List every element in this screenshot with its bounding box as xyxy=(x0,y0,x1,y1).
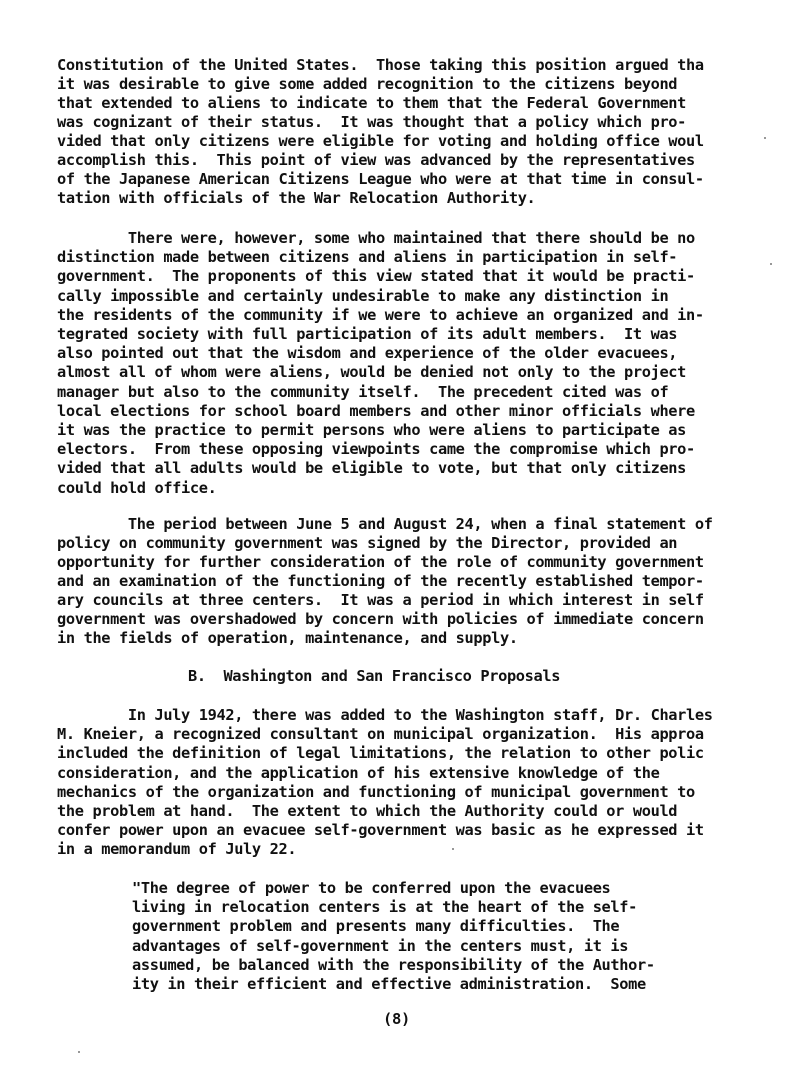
text-line: included the definition of legal limitations, the relation to other polic xyxy=(57,744,704,763)
text-line: policy on community government was signed by the Director, provided an xyxy=(57,534,678,552)
text-line: and an examination of the functioning of the recently established tempor- xyxy=(57,572,704,590)
text-line: electors. From these opposing viewpoints came the compromise which pro- xyxy=(57,440,695,459)
text-line: ary councils at three centers. It was a period in which interest in self xyxy=(57,591,704,609)
section-heading: B. Washington and San Francisco Proposals xyxy=(188,667,561,685)
text-line: tegrated society with full participation of its adult members. It was xyxy=(57,325,678,343)
text-line: "The degree of power to be conferred upon the evacuees xyxy=(132,879,611,897)
text-line: There were, however, some who maintained that there should be no xyxy=(57,229,695,247)
text-line: advantages of self-government in the centers must, it is xyxy=(132,936,629,955)
text-line: in the fields of operation, maintenance, and supply. xyxy=(57,629,518,647)
text-line: confer power upon an evacuee self-government was basic as he expressed it xyxy=(57,821,704,840)
text-line: manager but also to the community itself. The precedent cited was of xyxy=(57,382,669,401)
text-line: accomplish this. This point of view was advanced by the representatives xyxy=(57,151,695,169)
text-line: consideration, and the application of his extensive knowledge of the xyxy=(57,763,660,782)
text-line: opportunity for further consideration of the role of community government xyxy=(57,553,704,571)
text-line: in a memorandum of July 22. xyxy=(57,840,297,859)
text-line: of the Japanese American Citizens League who were at that time in consul- xyxy=(57,170,704,188)
text-line: mechanics of the organization and functioning of municipal government to xyxy=(57,782,695,801)
text-line: In July 1942, there was added to the Washington staff, Dr. Charles xyxy=(57,706,713,724)
text-line: distinction made between citizens and aliens in participation in self- xyxy=(57,248,678,267)
scan-speck xyxy=(452,848,454,850)
text-line: government was overshadowed by concern with policies of immediate concern xyxy=(57,610,704,628)
text-line: government problem and presents many difficulties. The xyxy=(132,917,620,936)
text-line: was cognizant of their status. It was thought that a policy which pro- xyxy=(57,113,687,131)
text-line: tation with officials of the War Relocation Authority. xyxy=(57,189,536,207)
scan-speck xyxy=(78,1051,80,1053)
text-line: assumed, be balanced with the responsibility of the Author- xyxy=(132,955,655,974)
text-line: it was desirable to give some added recognition to the citizens beyond xyxy=(57,75,678,93)
text-line: almost all of whom were aliens, would be denied not only to the project xyxy=(57,363,687,382)
text-line: Constitution of the United States. Those taking this position argued th⁠a xyxy=(57,56,704,74)
page-number: (8) xyxy=(383,1010,410,1028)
text-line: The period between June 5 and August 24, when a final statement of xyxy=(57,515,713,533)
text-line: government. The proponents of this view stated that it would be practi- xyxy=(57,267,695,286)
text-line: ity in their efficient and effective administration. Some xyxy=(132,975,646,993)
text-line: could hold office. xyxy=(57,478,217,497)
text-line: M. Kneier, a recognized consultant on municipal organization. His approa xyxy=(57,725,704,744)
text-line: cally impossible and certainly undesirable to make any distinction in xyxy=(57,286,669,305)
text-line: the residents of the community if we were to achieve an organized and in- xyxy=(57,305,704,324)
text-line: it was the practice to permit persons who were aliens to participate as xyxy=(57,421,687,439)
text-line: that extended to aliens to indicate to them that the Federal Government xyxy=(57,94,687,112)
text-line: vided that all adults would be eligible to vote, but that only citizens xyxy=(57,459,687,478)
text-line: vided that only citizens were eligible for voting and holding office woul xyxy=(57,132,704,150)
scan-speck xyxy=(764,137,766,139)
text-line: living in relocation centers is at the heart of the self- xyxy=(132,898,637,917)
text-line: the problem at hand. The extent to which the Authority could or would xyxy=(57,802,678,820)
scan-speck xyxy=(770,263,772,265)
text-line: local elections for school board members and other minor officials where xyxy=(57,401,695,420)
text-line: also pointed out that the wisdom and experience of the older evacuees, xyxy=(57,344,678,363)
